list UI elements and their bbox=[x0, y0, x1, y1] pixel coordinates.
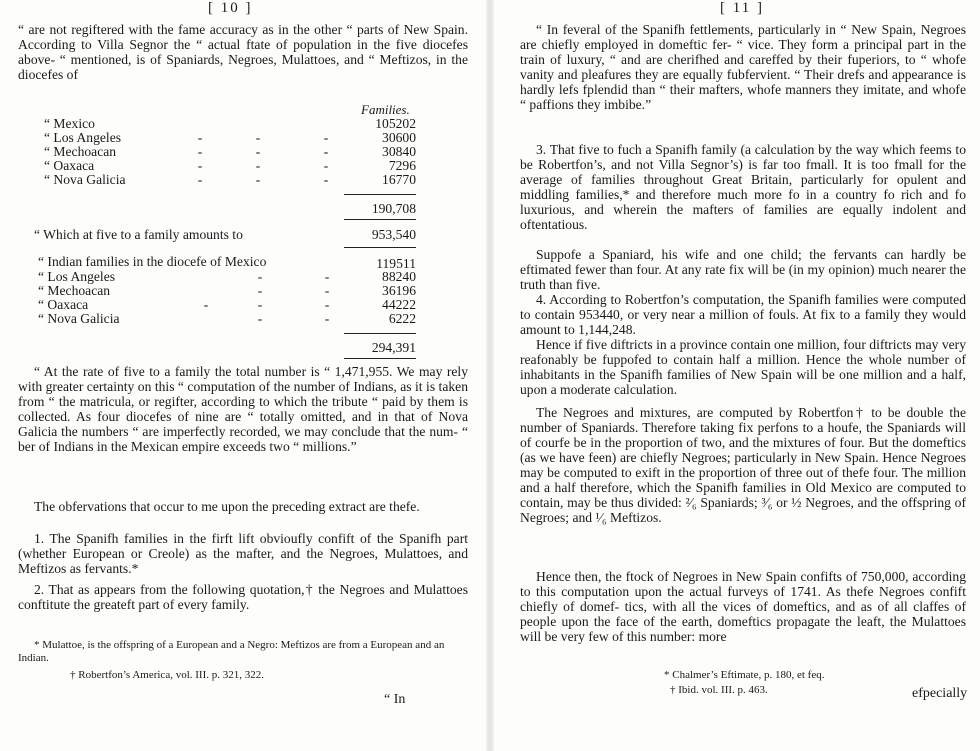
point-1-paragraph: 1. The Spanifh families in the firft lift obvioufly confift of the Spanifh part (whether European or Creole) as the mafter, and the Negroes, Mulattoes, and Meftizos as fervants.* bbox=[18, 531, 468, 576]
catchword: efpecially bbox=[912, 686, 968, 701]
point-3-paragraph: 3. That five to fuch a Spanifh family (a calculation by the way which feems to be Robertfon’s, and not Villa Segnor’s) is far too fmall. It is too fmall for the average of families throughout Great Britain, particularly for opulent and middling families,* and therefore much more fo in a country fo rich and fo luxurious, and wherein the mafters of families are equally indolent and oftentatious. bbox=[520, 142, 966, 232]
negroes-paragraph: The Negroes and mixtures, are computed by Robertfon† to be double the number of Spaniards. Therefore taking fix perfons to a houfe, the Spaniards will of courfe be in the proportion of two, and the mixtures of four. But the domeftics (as we have feen) are chiefly Negroes; particularly in New Spain. Hence Negroes may be computed to exift in the proportion of three out of thefe four. The million and a half therefore, which the Spanifh families in Old Mexico are computed to contain, may be thus divided: ²⁄₆ Spaniards; ³⁄₆ or ½ Negroes, and the offspring of Negroes; and ¹⁄₆ Meftizos. bbox=[520, 405, 966, 525]
page-number: [ 11 ] bbox=[720, 0, 764, 16]
sum-rule bbox=[344, 219, 416, 220]
hence-paragraph: Hence if five diftricts in a province contain one million, four diftricts may very reafonably be fuppofed to contain half a million. Hence the whole number of inhabitants in the Spanifh families of New Spain will be one million and a half, upon a moderate calculation. bbox=[520, 337, 966, 397]
point-4-paragraph: 4. According to Robertfon’s computation, the Spanifh families were computed to contain 953440, or very near a million of fouls. At fix to a family they would amount to 1,144,248. bbox=[520, 292, 966, 337]
indian-table bbox=[38, 270, 416, 326]
table-row: “ Los Angeles - - - 30600 bbox=[44, 130, 416, 145]
table-row: “ Nova Galicia - - - 16770 bbox=[44, 172, 416, 187]
footnote-ibid: † Ibid. vol. III. p. 463. bbox=[670, 684, 768, 696]
indian-mexico-value: 119511 bbox=[376, 256, 416, 271]
table-row: “ Oaxaca - - - 44222 bbox=[38, 297, 416, 312]
indian-header: “ Indian families in the diocefe of Mexico bbox=[38, 254, 267, 269]
suppose-paragraph: Suppofe a Spaniard, his wife and one child; the fervants can hardly be eftimated fewer than four. At any rate fix will be (in my opinion) much nearer the truth than five. bbox=[520, 247, 966, 292]
table-row: “ Oaxaca - - - 7296 bbox=[44, 158, 416, 173]
indian-total: 294,391 bbox=[371, 340, 416, 355]
footnote-chalmer: * Chalmer’s Eftimate, p. 180, et feq. bbox=[664, 669, 825, 681]
intro-paragraph: “ are not regiftered with the fame accuracy as in the other “ parts of New Spain. According to Villa Segnor the “ actual ftate of population in the five diocefes above- “ mentioned, is of Spaniards, Negroes, Mulattoes, and “ Meftizos, in the diocefes of bbox=[18, 22, 468, 82]
sum-rule bbox=[344, 358, 416, 359]
five-per-family-value: 953,540 bbox=[371, 227, 416, 242]
stock-paragraph: Hence then, the ftock of Negroes in New Spain confifts of 750,000, according to this computation upon the actual furveys of 1741. As thefe Negroes confift chiefly of domef- tics, with all the vices of domeftics, and as of all claffes of people upon the face of the earth, domeftics propagate the leaft, the Mulattoes will be very few of this number: more bbox=[520, 569, 966, 644]
footnote-robertson: † Robertfon’s America, vol. III. p. 321, 322. bbox=[70, 669, 264, 681]
subtotal: 190,708 bbox=[371, 201, 416, 216]
dioceses-table bbox=[44, 117, 416, 187]
table-row: “ Mechoacan - - - 30840 bbox=[44, 144, 416, 159]
catchword: “ In bbox=[384, 692, 406, 707]
negroes-quote: “ In feveral of the Spanifh fettlements, particularly in “ New Spain, Negroes are chiefly employed in domeftic fer- “ vice. They form a principal part in the train of luxury, “ and are cherifhed and careffed by their fuperiors, to “ whofe vanity and pleafures they are equally fubfervient. “ Their drefs and appearance is hardly lefs fplendid than “ their mafters, whofe manners they imitate, and whofe “ paffions they imbibe.” bbox=[520, 22, 966, 112]
sum-rule bbox=[344, 247, 416, 248]
right-page bbox=[492, 0, 980, 751]
families-header: Families. bbox=[361, 102, 410, 117]
sum-rule bbox=[344, 194, 416, 195]
table-row: “ Mechoacan - - 36196 bbox=[38, 283, 416, 298]
table-row: “ Mexico 105202 bbox=[44, 116, 416, 131]
point-2-paragraph: 2. That as appears from the following quotation,† the Negroes and Mulattoes conftitute the greateft part of every family. bbox=[18, 582, 468, 612]
page-number: [ 10 ] bbox=[208, 0, 253, 16]
observations-paragraph: The obfervations that occur to me upon the preceding extract are thefe. bbox=[34, 499, 420, 514]
rate-paragraph: “ At the rate of five to a family the total number is “ 1,471,955. We may rely with greater certainty on this “ computation of the number of Indians, as it is taken from “ the matricula, or regifter, according to which the tribute “ paid by them is collected. As four diocefes of nine are “ totally omitted, and in that of Nova Galicia the numbers “ are imperfectly recorded, we may conclude that the num- “ ber of Indians in the Mexican empire exceeds two “ millions.” bbox=[18, 364, 468, 454]
sum-rule bbox=[344, 333, 416, 334]
left-page bbox=[0, 0, 488, 751]
table-row: “ Los Angeles - - 88240 bbox=[38, 269, 416, 284]
table-row: “ Nova Galicia - - 6222 bbox=[38, 311, 416, 326]
footnote-mulattoe: * Mulattoe, is the offspring of a European and a Negro: Meftizos are from a European and an Indian. bbox=[18, 639, 445, 664]
five-per-family-label: “ Which at five to a family amounts to bbox=[34, 227, 243, 242]
